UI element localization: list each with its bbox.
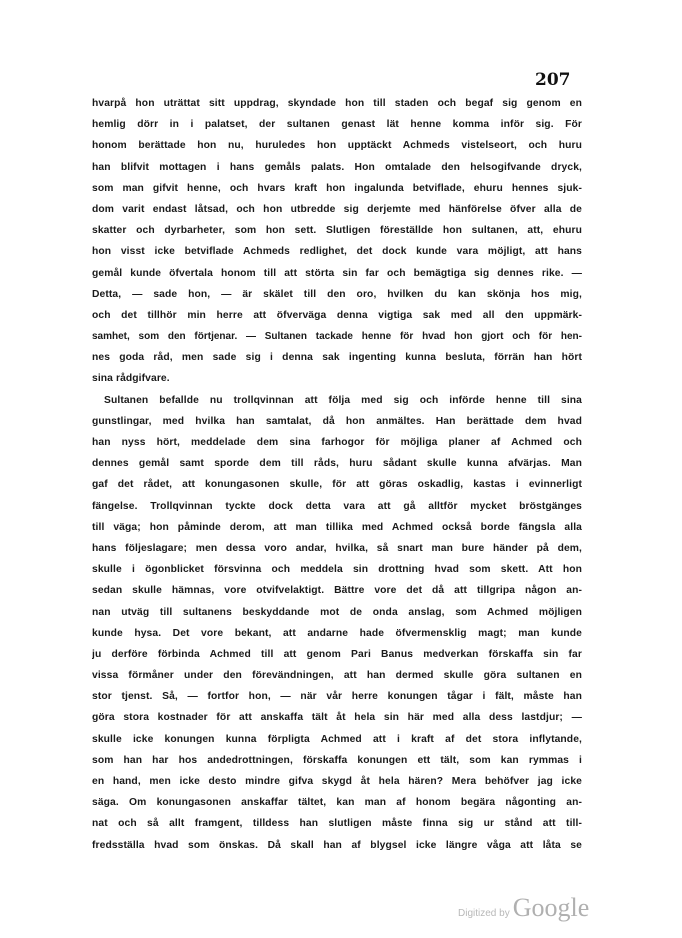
- text-line: nan utväg till sultanens beskyddande mot de onda anslag, som Achmed möjligen: [92, 606, 582, 618]
- text-line: honom berättade hon nu, huruledes hon upptäckt Achmeds vistelseort, och huru: [92, 140, 582, 152]
- text-line: skulle i ögonblicket försvinna och meddela sin drottning hvad som skett. Att hon: [92, 564, 582, 576]
- text-line: Detta, — sade hon, — är skälet till den oro, hvilken du kan skönja hos mig,: [92, 288, 582, 300]
- text-line: hon visst icke betviflade Achmeds redlighet, det dock kunde vara möjligt, att hans: [92, 246, 582, 258]
- text-line: vissa förmåner under den förevändningen, att han dermed skulle göra sultanen en: [92, 670, 582, 682]
- text-line: hvarpå hon uträttat sitt uppdrag, skyndade hon till staden och begaf sig genom en: [92, 98, 582, 109]
- text-line: säga. Om konungasonen anskaffar tältet, kan man af honom begära någonting an-: [92, 797, 582, 809]
- text-line: sina rådgifvare.: [92, 373, 170, 385]
- text-line: gunstlingar, med hvilka han samtalat, då hon anmältes. Han berättade dem hvad: [92, 415, 582, 427]
- text-line: samhet, som den förtjenar. — Sultanen tackade henne för hvad hon gjort och för hen-: [92, 331, 582, 343]
- text-line: fängelse. Trollqvinnan tyckte dock detta vara att gå alltför mycket bröstgänges: [92, 500, 582, 512]
- text-line: stor tjenst. Så, — fortfor hon, — när vår herre konungen tågar i fält, måste han: [92, 691, 582, 703]
- text-line: skulle icke konungen kunna förpligta Achmed att i kraft af det stora inflytande,: [92, 733, 582, 745]
- google-logo: Google: [512, 893, 590, 922]
- text-line: han nyss hört, meddelade dem sina farhogor för möjliga planer af Achmed och: [92, 437, 582, 448]
- text-line: gemål kunde öfvertala honom till att störta sin far och bemägtiga sig dennes rike. —: [92, 267, 582, 279]
- text-line: hans följeslagare; men dessa voro andar, hvilka, så snart man bure händer på dem,: [92, 542, 582, 554]
- text-line: han blifvit mottagen i hans gemåls palats. Hon omtalade den helsogifvande dryck,: [92, 161, 582, 173]
- text-line: dom varit endast låtsad, och hon utbredde sig derjemte med hänförelse öfver alla de: [92, 203, 582, 215]
- body-text: [92, 93, 582, 856]
- paragraph-1: [92, 93, 582, 390]
- text-line: som han har hos andedrottningen, förskaffa konungen ett tält, som kan rymmas i: [92, 754, 582, 766]
- text-line: gaf det rådet, att konungasonen skulle, för att göras oskadlig, kastas i evinnerligt: [92, 479, 582, 491]
- page-number: 207: [535, 70, 571, 90]
- text-line: skatter och dyrbarheter, som hon sett. Slutligen föreställde hon sultanen, att, ehuru: [92, 225, 582, 237]
- text-line: Sultanen befallde nu trollqvinnan att följa med sig och införde henne till sina: [104, 394, 582, 406]
- text-line: som man gifvit henne, och hvars kraft hon ingalunda betviflade, ehuru hennes sjuk-: [92, 182, 582, 194]
- text-line: fredsställa hvad som önskas. Då skall han af blygsel icke längre våga att låta se: [92, 839, 582, 851]
- paragraph-2: [92, 390, 582, 856]
- text-line: nes goda råd, men sade sig i denna sak ingenting kunna besluta, förrän han hört: [92, 352, 582, 364]
- text-line: och det tillhör min herre att öfverväga denna vigtiga sak med all den uppmärk-: [92, 309, 582, 321]
- text-line: en hand, men icke desto mindre gifva skygd åt hela hären? Mera behöfver jag icke: [92, 776, 582, 787]
- text-line: ju derföre förbinda Achmed till att genom Pari Banus medverkan förskaffa sin far: [92, 648, 582, 660]
- text-line: kunde hysa. Det vore bekant, att andarne hade öfvermensklig magt; man kunde: [92, 627, 582, 639]
- text-line: nat och så allt framgent, tilldess han slutligen måste finna sig ur stånd att till-: [92, 818, 582, 830]
- text-line: göra stora kostnader för att anskaffa tält åt hela sin här med alla dess lastdjur; —: [92, 712, 582, 724]
- text-line: sedan skulle hämnas, vore otvifvelaktigt. Bättre vore det då att tillgripa någon an-: [92, 585, 582, 597]
- watermark-prefix: Digitized by: [458, 908, 510, 919]
- text-line: till väga; hon påminde derom, att man tillika med Achmed också borde fängsla alla: [92, 521, 582, 533]
- text-line: hemlig dörr in i palatset, der sultanen genast lät henne komma inför sig. För: [92, 119, 582, 131]
- text-line: dennes gemål samt sporde dem till råds, huru sådant skulle kunna afvärjas. Man: [92, 458, 582, 470]
- google-watermark: [458, 893, 589, 923]
